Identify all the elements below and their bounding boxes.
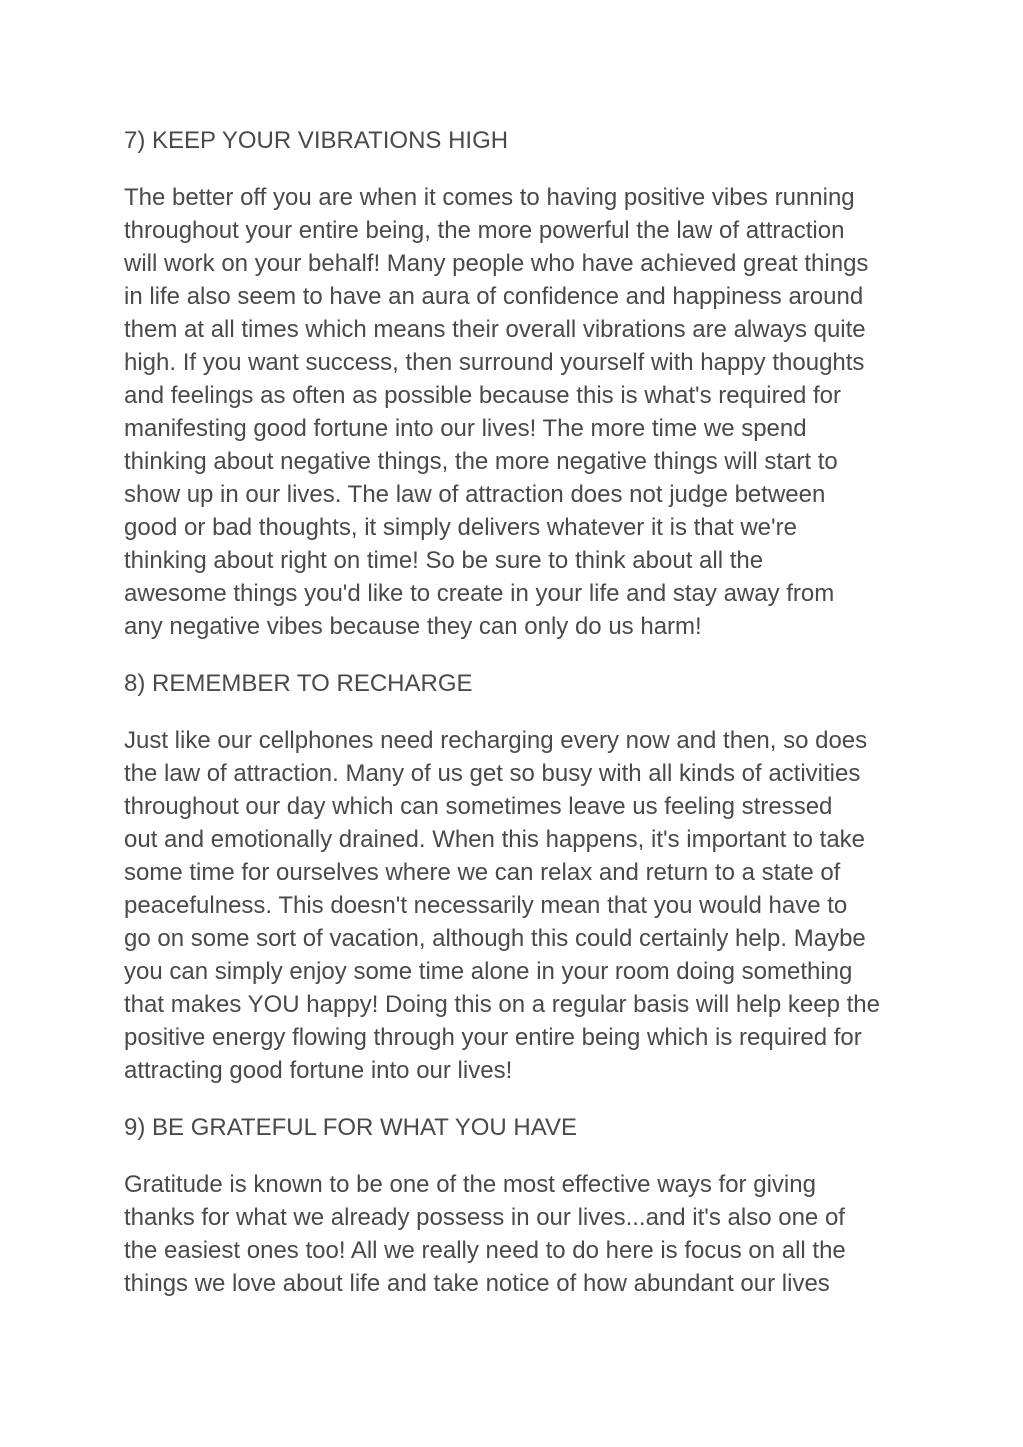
paragraph-line: and feelings as often as possible because this is what's required for bbox=[124, 382, 841, 409]
section-paragraph-9 bbox=[124, 1168, 924, 1300]
paragraph-line: peacefulness. This doesn't necessarily mean that you would have to bbox=[124, 892, 848, 919]
section-paragraph-7 bbox=[124, 181, 924, 643]
paragraph-line: good or bad thoughts, it simply delivers whatever it is that we're bbox=[124, 514, 797, 541]
document-page bbox=[124, 124, 924, 1324]
section-heading-9: 9) BE GRATEFUL FOR WHAT YOU HAVE bbox=[124, 1114, 577, 1141]
paragraph-line: thinking about right on time! So be sure to think about all the bbox=[124, 547, 764, 574]
paragraph-line: show up in our lives. The law of attraction does not judge between bbox=[124, 481, 826, 508]
paragraph-line: throughout your entire being, the more powerful the law of attraction bbox=[124, 217, 845, 244]
paragraph-line: you can simply enjoy some time alone in your room doing something bbox=[124, 958, 853, 985]
paragraph-line: in life also seem to have an aura of confidence and happiness around bbox=[124, 283, 864, 310]
paragraph-line: any negative vibes because they can only do us harm! bbox=[124, 613, 702, 640]
paragraph-line: positive energy flowing through your entire being which is required for bbox=[124, 1024, 862, 1051]
paragraph-line: The better off you are when it comes to having positive vibes running bbox=[124, 184, 855, 211]
paragraph-line: thanks for what we already possess in our lives...and it's also one of bbox=[124, 1204, 845, 1231]
paragraph-line: go on some sort of vacation, although this could certainly help. Maybe bbox=[124, 925, 866, 952]
paragraph-line: awesome things you'd like to create in your life and stay away from bbox=[124, 580, 835, 607]
paragraph-line: throughout our day which can sometimes leave us feeling stressed bbox=[124, 793, 833, 820]
section-heading-8: 8) REMEMBER TO RECHARGE bbox=[124, 670, 473, 697]
paragraph-line: Just like our cellphones need recharging every now and then, so does bbox=[124, 727, 868, 754]
paragraph-line: that makes YOU happy! Doing this on a regular basis will help keep the bbox=[124, 991, 880, 1018]
paragraph-line: the law of attraction. Many of us get so busy with all kinds of activities bbox=[124, 760, 861, 787]
paragraph-line: high. If you want success, then surround yourself with happy thoughts bbox=[124, 349, 865, 376]
paragraph-line: manifesting good fortune into our lives! The more time we spend bbox=[124, 415, 807, 442]
paragraph-line: some time for ourselves where we can relax and return to a state of bbox=[124, 859, 841, 886]
paragraph-line: thinking about negative things, the more negative things will start to bbox=[124, 448, 838, 475]
paragraph-line: Gratitude is known to be one of the most effective ways for giving bbox=[124, 1171, 816, 1198]
paragraph-line: will work on your behalf! Many people who have achieved great things bbox=[124, 250, 869, 277]
paragraph-line: them at all times which means their overall vibrations are always quite bbox=[124, 316, 866, 343]
paragraph-line: out and emotionally drained. When this happens, it's important to take bbox=[124, 826, 866, 853]
paragraph-line: attracting good fortune into our lives! bbox=[124, 1057, 513, 1084]
paragraph-line: the easiest ones too! All we really need to do here is focus on all the bbox=[124, 1237, 846, 1264]
section-paragraph-8 bbox=[124, 724, 924, 1087]
paragraph-line: things we love about life and take notice of how abundant our lives bbox=[124, 1270, 830, 1297]
section-heading-7: 7) KEEP YOUR VIBRATIONS HIGH bbox=[124, 127, 509, 154]
